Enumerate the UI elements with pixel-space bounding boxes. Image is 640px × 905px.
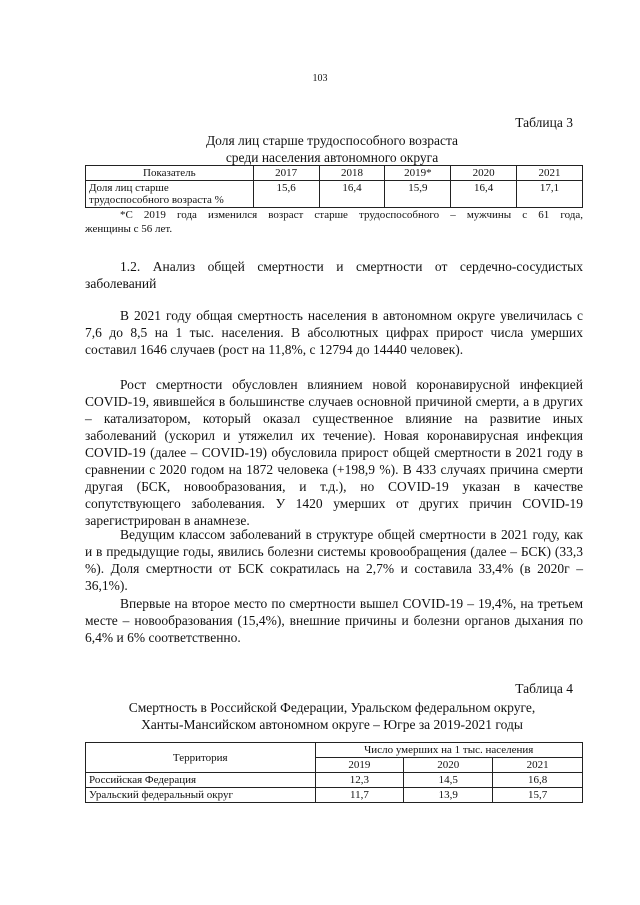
- table3-footnote-line2: женщины с 56 лет.: [85, 223, 173, 235]
- table3-value-2021: 17,1: [517, 181, 583, 208]
- table-row: [86, 181, 583, 208]
- table4-value-2021: 15,7: [493, 788, 583, 803]
- table3-row-label-line2: трудоспособного возраста %: [89, 194, 224, 206]
- table4-title-line2: Ханты-Мансийском автономном округе – Югре за 2019-2021 годы: [141, 717, 523, 732]
- section-heading: 1.2. Анализ общей смертности и смертности от сердечно-сосудистых заболеваний: [85, 259, 583, 291]
- paragraph-3: Ведущим классом заболеваний в структуре общей смертности в 2021 году, как и в предыдущие годы, явились болезни системы кровообращения (далее – БСК) (33,3 %). Доля смертности от БСК сократилась на 2,7% и составила 33,4% (в 2020г – 36,1%).: [85, 527, 583, 593]
- table4-value-2021: 16,8: [493, 773, 583, 788]
- table3-header-indicator: Показатель: [86, 166, 254, 181]
- table3-value-2018: 16,4: [319, 181, 385, 208]
- table3: [85, 165, 583, 208]
- table4-title: [82, 699, 582, 733]
- table3-header-2019: 2019*: [385, 166, 451, 181]
- table3-header-2018: 2018: [319, 166, 385, 181]
- table4-header-group: Число умерших на 1 тыс. населения: [315, 743, 582, 758]
- table3-header-2020: 2020: [451, 166, 517, 181]
- table3-header-row: [86, 166, 583, 181]
- table3-caption: Таблица 3: [515, 115, 573, 130]
- table3-value-2020: 16,4: [451, 181, 517, 208]
- table4-value-2020: 13,9: [404, 788, 493, 803]
- paragraph-1: В 2021 году общая смертность населения в автономном округе увеличилась с 7,6 до 8,5 на 1 тыс. населения. В абсолютных цифрах прирост числа умерших составил 1646 случаев (рост на 11,8%, с 12794 до 14440 человек).: [85, 308, 583, 357]
- table4-title-line1: Смертность в Российской Федерации, Уральском федеральном округе,: [128, 700, 536, 715]
- table4-header-territory: Территория: [86, 743, 316, 773]
- table3-row-label-line1: Доля лиц старше: [89, 182, 169, 194]
- table3-title: [82, 132, 582, 166]
- table3-header-2021: 2021: [517, 166, 583, 181]
- table-row: [86, 773, 583, 788]
- table4-territory: Российская Федерация: [86, 773, 316, 788]
- table3-value-2019: 15,9: [385, 181, 451, 208]
- table3-title-line2: среди населения автономного округа: [225, 150, 439, 165]
- table4-header-2020: 2020: [404, 758, 493, 773]
- table3-value-2017: 15,6: [253, 181, 319, 208]
- table4-value-2020: 14,5: [404, 773, 493, 788]
- table4-header-row-1: [86, 743, 583, 758]
- table3-title-line1: Доля лиц старше трудоспособного возраста: [205, 133, 459, 148]
- table4-caption: Таблица 4: [515, 681, 573, 696]
- table4-header-2019: 2019: [315, 758, 404, 773]
- table3-footnote-line1: *С 2019 года изменился возраст старше трудоспособного – мужчины с 61 года,: [120, 209, 583, 221]
- page-number: 103: [312, 73, 328, 84]
- table4-header-2021: 2021: [493, 758, 583, 773]
- paragraph-2: Рост смертности обусловлен влиянием новой коронавирусной инфекцией COVID-19, явившейся в большинстве случаев основной причиной смерти, а в других – катализатором, который оказал существенное влияние на развитие иных заболеваний (ускорил и утяжелил их течение). Новая коронавирусная инфекция COVID-19 (далее – COVID-19) обусловила прирост общей смертности в 2021 году в сравнении с 2020 годом на 1872 человека (+198,9 %). В 433 случаях причина смерти другая (БСК, новообразования, и т.д.), но COVID-19 указан в качестве сопутствующего заболевания. У 1420 умерших от других причин COVID-19 зарегистрирован в анамнезе.: [85, 377, 583, 528]
- table3-header-2017: 2017: [253, 166, 319, 181]
- table4-value-2019: 11,7: [315, 788, 404, 803]
- paragraph-4: Впервые на второе место по смертности вышел COVID-19 – 19,4%, на третьем месте – новообразования (15,4%), внешние причины и болезни органов дыхания по 6,4% и 6% соответственно.: [85, 596, 583, 645]
- table3-row-label: [86, 181, 254, 208]
- table4-territory: Уральский федеральный округ: [86, 788, 316, 803]
- table3-footnote: [85, 208, 583, 236]
- table4-value-2019: 12,3: [315, 773, 404, 788]
- table-row: [86, 788, 583, 803]
- table4: [85, 742, 583, 803]
